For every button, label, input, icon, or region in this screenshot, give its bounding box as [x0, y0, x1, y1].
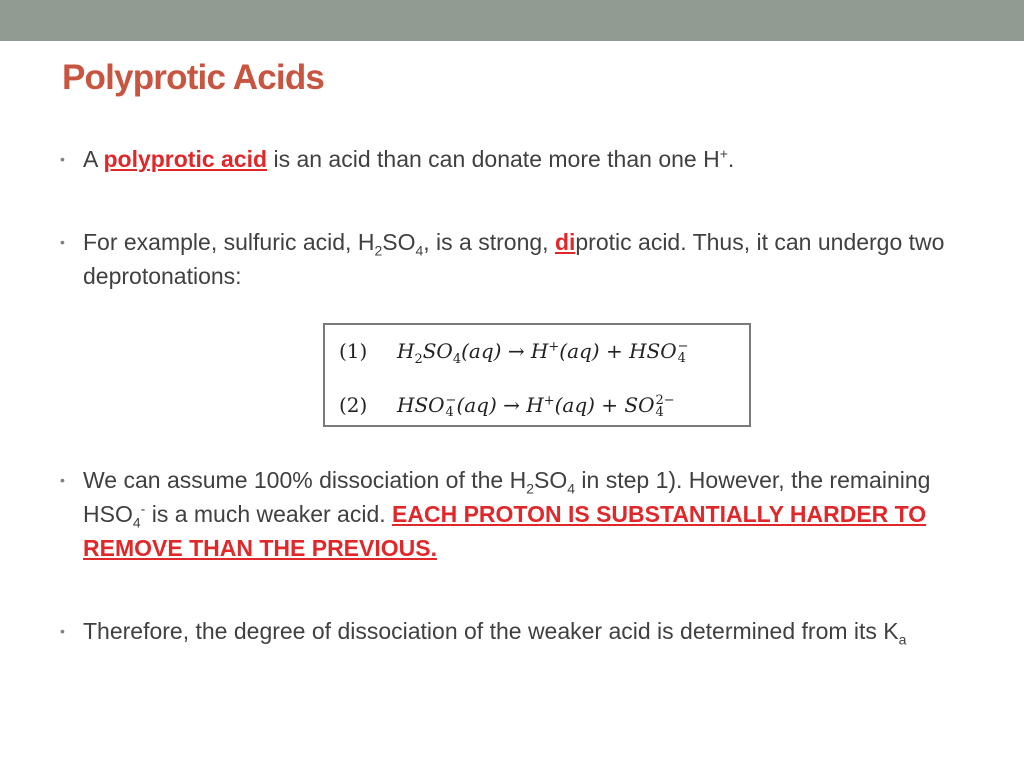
highlighted-warning: EACH PROTON IS SUBSTANTIALLY HARDER TO REMOVE THAN THE PREVIOUS. — [83, 501, 927, 561]
bullet-text: We can assume 100% dissociation of the $H_2SO_4$ in step 1). However, the remaining $HSO_4^-$ is a much weaker acid. EACH PROTON IS SUBSTANTIALLY HARDER TO REMOVE THAN THE PREVIOUS. — [83, 467, 931, 561]
slide-title: Polyprotic Acids — [62, 58, 325, 97]
bullet-dot: • — [60, 234, 65, 250]
bullet-dot: • — [60, 623, 65, 639]
equation-2: (2) HSO − 4 (aq) → H+(aq) + SO 2− 4 — [339, 392, 675, 420]
bullet-text: Therefore, the degree of dissociation of the weaker acid is determined from its $K_a$ — [83, 618, 907, 648]
bullet-dissociation-note — [60, 463, 965, 565]
bullet-dot: • — [60, 151, 65, 167]
bullet-dot: • — [60, 472, 65, 488]
bullet-polyprotic-definition — [60, 142, 965, 176]
bullet-text: For example, sulfuric acid, $H_2SO_4$, is a strong, diprotic acid. Thus, it can undergo two deprotonations: — [83, 229, 945, 289]
highlighted-prefix: di — [554, 229, 576, 255]
bullet-sulfuric-example — [60, 225, 965, 293]
highlighted-term: polyprotic acid — [103, 146, 268, 172]
bullet-text: A polyprotic acid is an acid than can donate more than one H+. — [83, 145, 735, 172]
bullet-ka-note — [60, 614, 965, 648]
equation-box — [323, 323, 751, 427]
top-accent-bar — [0, 0, 1024, 41]
equation-1: (1) $H_2SO_4(aq) \to H^+(aq)$ + HSO − 4 — [339, 338, 689, 367]
